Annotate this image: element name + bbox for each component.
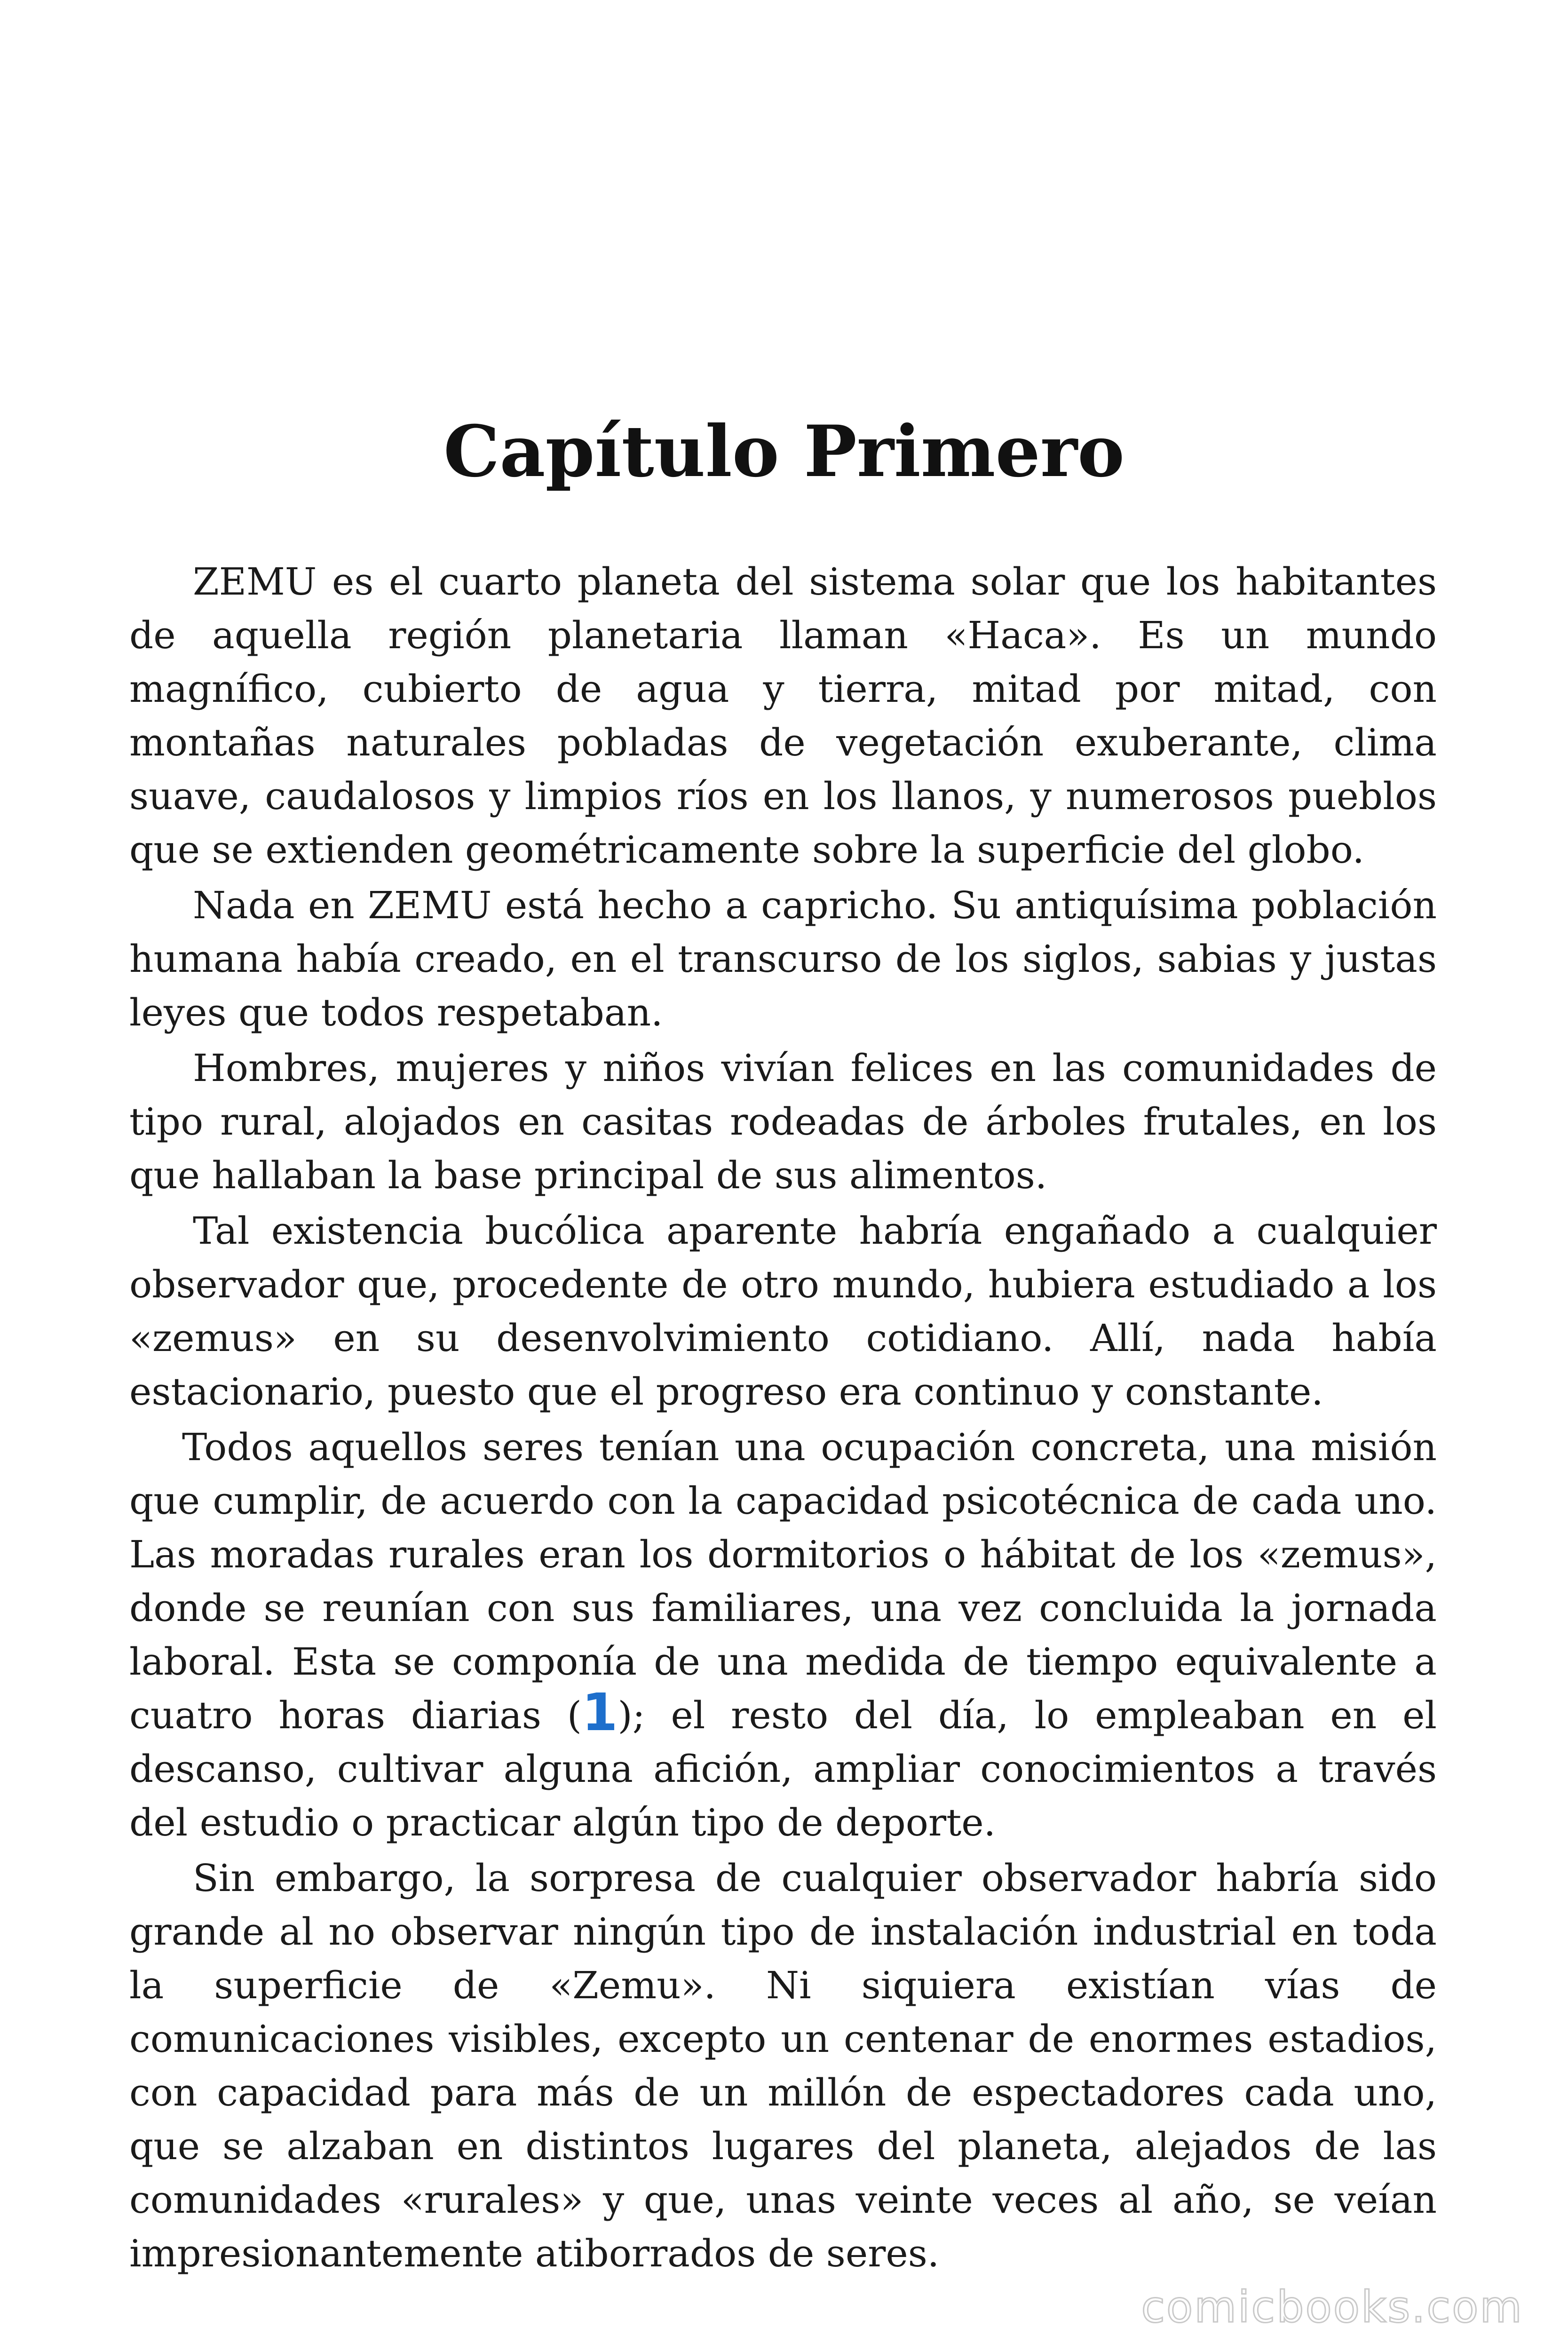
paragraph: Sin embargo, la sorpresa de cualquier observador habría sido grande al no observar ningún tipo de instalación industrial en toda la superficie de «Zemu». Ni siquiera existían vías de comunicaciones visibles, excepto un centenar de enormes estadios, con capacidad para más de un millón de espectadores cada uno, que se alzaban en distintos lugares del planeta, alejados de las comunidades «rurales» y que, unas veinte veces al año, se veían impresionantemente atiborrados de seres. xyxy=(129,1856,1437,2275)
paragraph: ZEMU es el cuarto planeta del sistema solar que los habitantes de aquella región planetaria llaman «Haca». Es un mundo magnífico, cubierto de agua y tierra, mitad por mitad, con montañas naturales pobladas de vegetación exuberante, clima suave, caudalosos y limpios ríos en los llanos, y numerosos pueblos que se extienden geométricamente sobre la superficie del globo. xyxy=(129,560,1437,872)
paragraph: Nada en ZEMU está hecho a capricho. Su antiquísima población humana había creado, en el transcurso de los siglos, sabias y justas leyes que todos respetaban. xyxy=(129,883,1437,1034)
footnote-link[interactable]: 1 xyxy=(581,1682,618,1742)
paragraph-text: ); el resto del día, lo empleaban en el descanso, cultivar alguna afición, ampliar conocimientos a través del estudio o practicar algún tipo de deporte. xyxy=(129,1693,1437,1844)
chapter-body xyxy=(129,555,1437,2282)
watermark-logo: comicbooks.com xyxy=(1141,2282,1523,2332)
paragraph xyxy=(129,1421,1437,1850)
paragraph-text: Todos aquellos seres tenían una ocupación concreta, una misión que cumplir, de acuerdo con la capacidad psicotécnica de cada uno. Las moradas rurales eran los dormitorios o hábitat de los «zemus», donde se reunían con sus familiares, una vez concluida la jornada laboral. Esta se componía de una medida de tiempo equivalente a cuatro horas diarias ( xyxy=(129,1425,1437,1737)
paragraph: Hombres, mujeres y niños vivían felices en las comunidades de tipo rural, alojados en casitas rodeadas de árboles frutales, en los que hallaban la base principal de sus alimentos. xyxy=(129,1046,1437,1197)
paragraph: Tal existencia bucólica aparente habría engañado a cualquier observador que, procedente de otro mundo, hubiera estudiado a los «zemus» en su desenvolvimiento cotidiano. Allí, nada había estacionario, puesto que el progreso era continuo y constante. xyxy=(129,1209,1437,1414)
chapter-title: Capítulo Primero xyxy=(443,410,1125,493)
